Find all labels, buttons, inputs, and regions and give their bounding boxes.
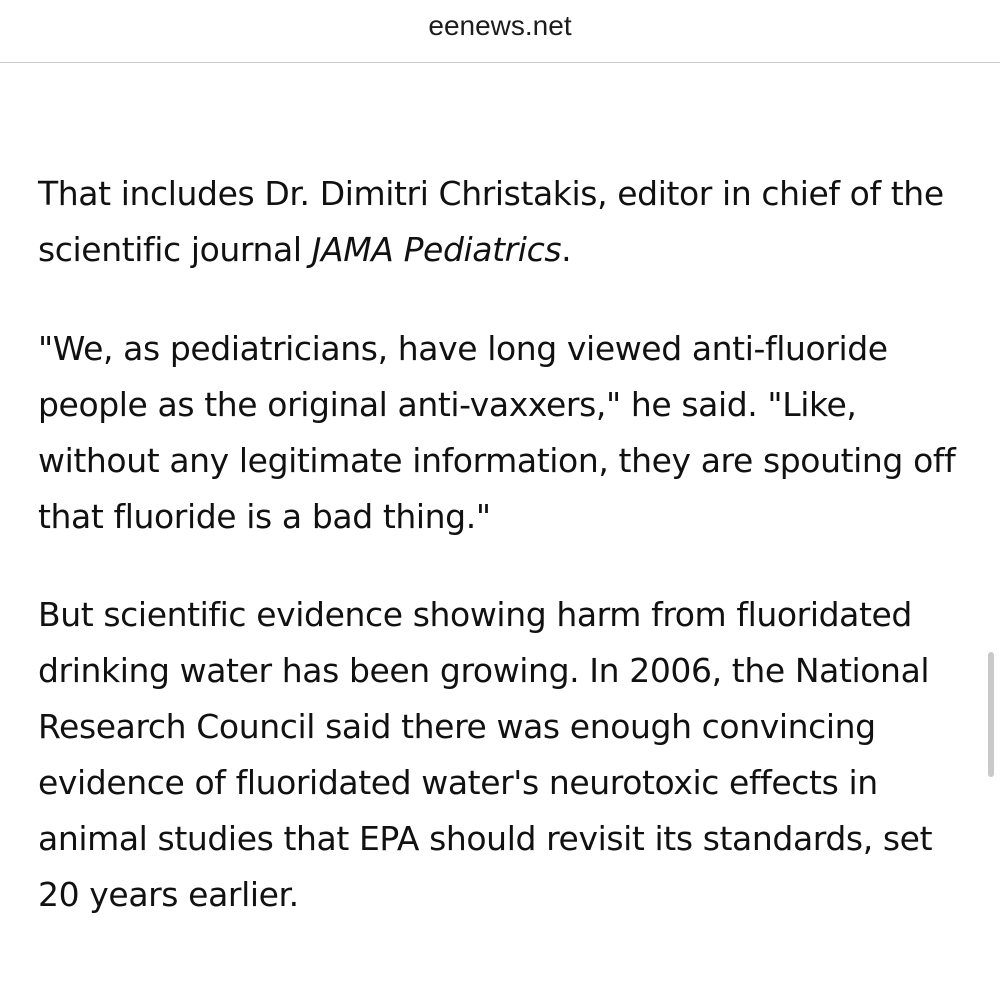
- paragraph-evidence: But scientific evidence showing harm from fluoridated drinking water has been growing. In 2006, the National Research Council said there was enough convincing evidence of fluoridated water's neurotoxic effects in animal studies that EPA should revisit its standards, set 20 years earlier.: [38, 595, 933, 914]
- address-bar[interactable]: [0, 0, 1000, 63]
- journal-name: JAMA Pediatrics: [311, 230, 562, 269]
- paragraph-christakis: [38, 166, 968, 278]
- paragraph-text: That includes Dr. Dimitri Christakis, editor in chief of the scientific journal: [38, 174, 944, 269]
- url-text[interactable]: eenews.net: [428, 10, 572, 41]
- scrollbar[interactable]: [988, 652, 994, 777]
- paragraph-quote: "We, as pediatricians, have long viewed anti-fluoride people as the original anti-vaxxers," he said. "Like, without any legitimate information, they are spouting off that fluoride is a bad thing.": [38, 329, 956, 536]
- paragraph-text-end: .: [561, 230, 572, 269]
